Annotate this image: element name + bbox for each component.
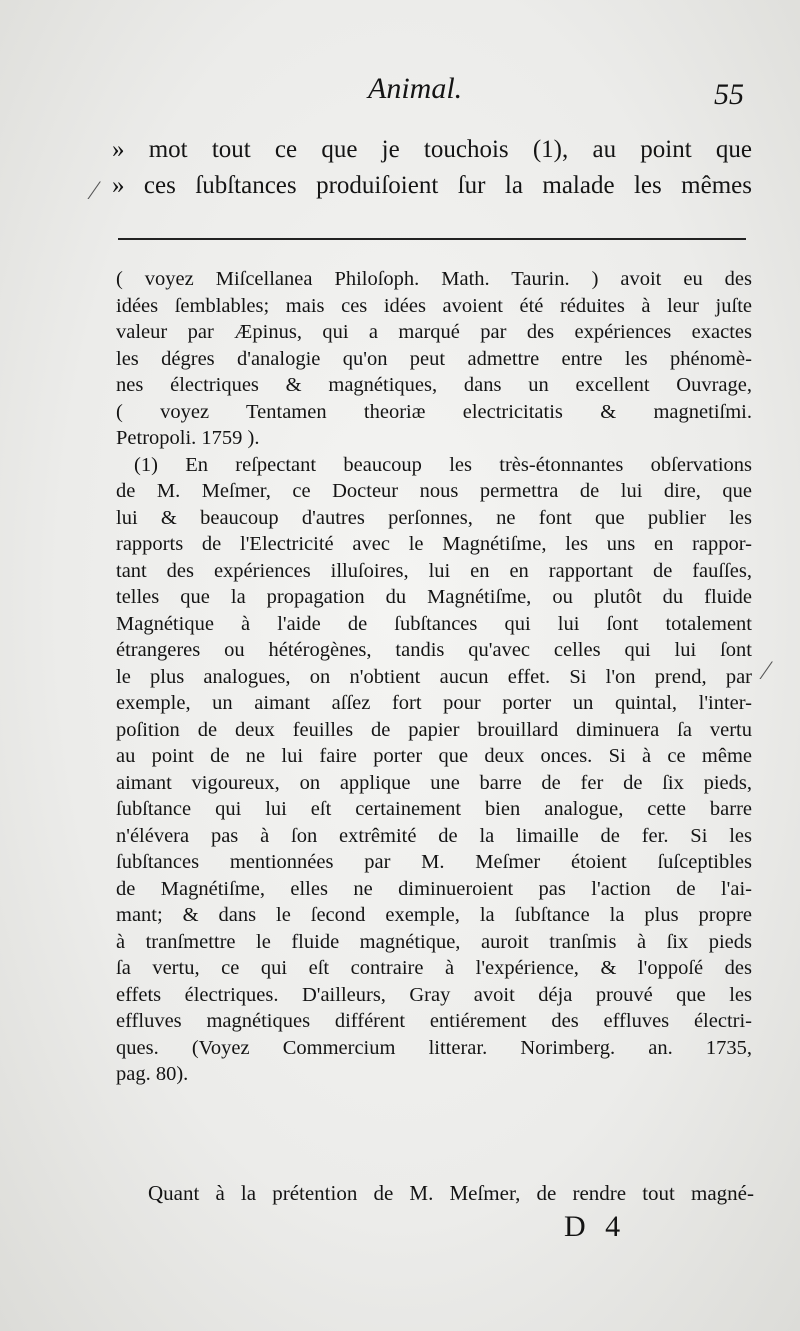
footnote-line: idées ſemblables; mais ces idées avoient été réduites à leur juſte — [116, 294, 752, 317]
page-number: 55 — [714, 78, 744, 111]
footnote-1-line: effluves magnétiques différent entiérement des effluves électri- — [116, 1010, 752, 1032]
signature-mark: D 4 — [564, 1210, 627, 1243]
margin-annotation-mark: ⁄ — [92, 176, 97, 205]
continuation-line: Quant à la prétention de M. Meſmer, de rendre tout magné- — [148, 1181, 754, 1205]
footnotes — [116, 266, 752, 1088]
footnote-1-line: (1) En reſpectant beaucoup les très-étonnantes obſervations — [134, 453, 752, 476]
footnote-1-line: de M. Meſmer, ce Docteur nous permettra de lui dire, que — [116, 480, 752, 502]
footnote-1-line: effets électriques. D'ailleurs, Gray avoit déja prouvé que les — [116, 983, 752, 1006]
footnote-1-line: ſubſtances mentionnées par M. Meſmer étoient ſuſceptibles — [116, 851, 752, 873]
footnote-1-line: telles que la propagation du Magnétiſme, ou plutôt du fluide — [116, 586, 752, 608]
footnote-1-line: rapports de l'Electricité avec le Magnétiſme, les uns en rappor- — [116, 533, 752, 555]
footnote-1-line: pag. 80). — [116, 1063, 189, 1085]
main-text-line: » mot tout ce que je touchois (1), au point que — [112, 136, 752, 163]
footnote-1-line: aimant vigoureux, on applique une barre de fer de ſix pieds, — [116, 771, 752, 794]
footnote-1-line: tant des expériences illuſoires, lui en en rapportant de fauſſes, — [116, 559, 752, 582]
footnote-1-line: poſition de deux feuilles de papier brouillard diminuera ſa vertu — [116, 718, 752, 741]
footnote-line: Petropoli. 1759 ). — [116, 427, 260, 449]
footnote-rule — [118, 238, 746, 240]
footnote-1-line: exemple, un aimant aſſez fort pour porter un quintal, l'inter- — [116, 692, 752, 714]
footnote-1-line: au point de ne lui faire porter que deux onces. Si à ce même — [116, 745, 752, 767]
footnote-1-line: Magnétique à l'aide de ſubſtances qui lui ſont totalement — [116, 612, 752, 635]
footnote-line: valeur par Æpinus, qui a marqué par des expériences exactes — [116, 321, 752, 343]
footnote-1-line: étrangeres ou hétérogènes, tandis qu'avec celles qui lui ſont — [116, 639, 752, 661]
margin-annotation-mark: ⁄ — [764, 656, 769, 685]
footnote-1-line: ſa vertu, ce qui eſt contraire à l'expérience, & l'oppoſé des — [116, 957, 752, 979]
footnote-1-line: n'élévera pas à ſon extrêmité de la limaille de fer. Si les — [116, 824, 752, 847]
footnote-1-line: mant; & dans le ſecond exemple, la ſubſtance la plus propre — [116, 904, 752, 926]
running-title: Animal. — [368, 72, 463, 105]
page-header — [110, 72, 750, 112]
footnote-1-line: à tranſmettre le fluide magnétique, auroit tranſmis à ſix pieds — [116, 930, 752, 953]
footnote-line: les dégres d'analogie qu'on peut admettre entre les phénomè- — [116, 347, 752, 370]
footnote-1-line: le plus analogues, on n'obtient aucun effet. Si l'on prend, par — [116, 665, 752, 688]
main-text-line: » ces ſubſtances produiſoient ſur la malade les mêmes — [112, 172, 752, 199]
footnote-line: ( voyez Tentamen theoriæ electricitatis & magnetiſmi. — [116, 400, 752, 423]
main-text — [112, 132, 752, 204]
footnote-1-line: ques. (Voyez Commercium litterar. Norimberg. an. 1735, — [116, 1036, 752, 1059]
footnote-line: ( voyez Miſcellanea Philoſoph. Math. Taurin. ) avoit eu des — [116, 268, 752, 290]
footnote-line: nes électriques & magnétiques, dans un excellent Ouvrage, — [116, 374, 752, 396]
footnote-1-line: de Magnétiſme, elles ne diminueroient pas l'action de l'ai- — [116, 877, 752, 900]
footnote-1-line: ſubſtance qui lui eſt certainement bien analogue, cette barre — [116, 798, 752, 820]
footnote-1-line: lui & beaucoup d'autres perſonnes, ne font que publier les — [116, 506, 752, 529]
